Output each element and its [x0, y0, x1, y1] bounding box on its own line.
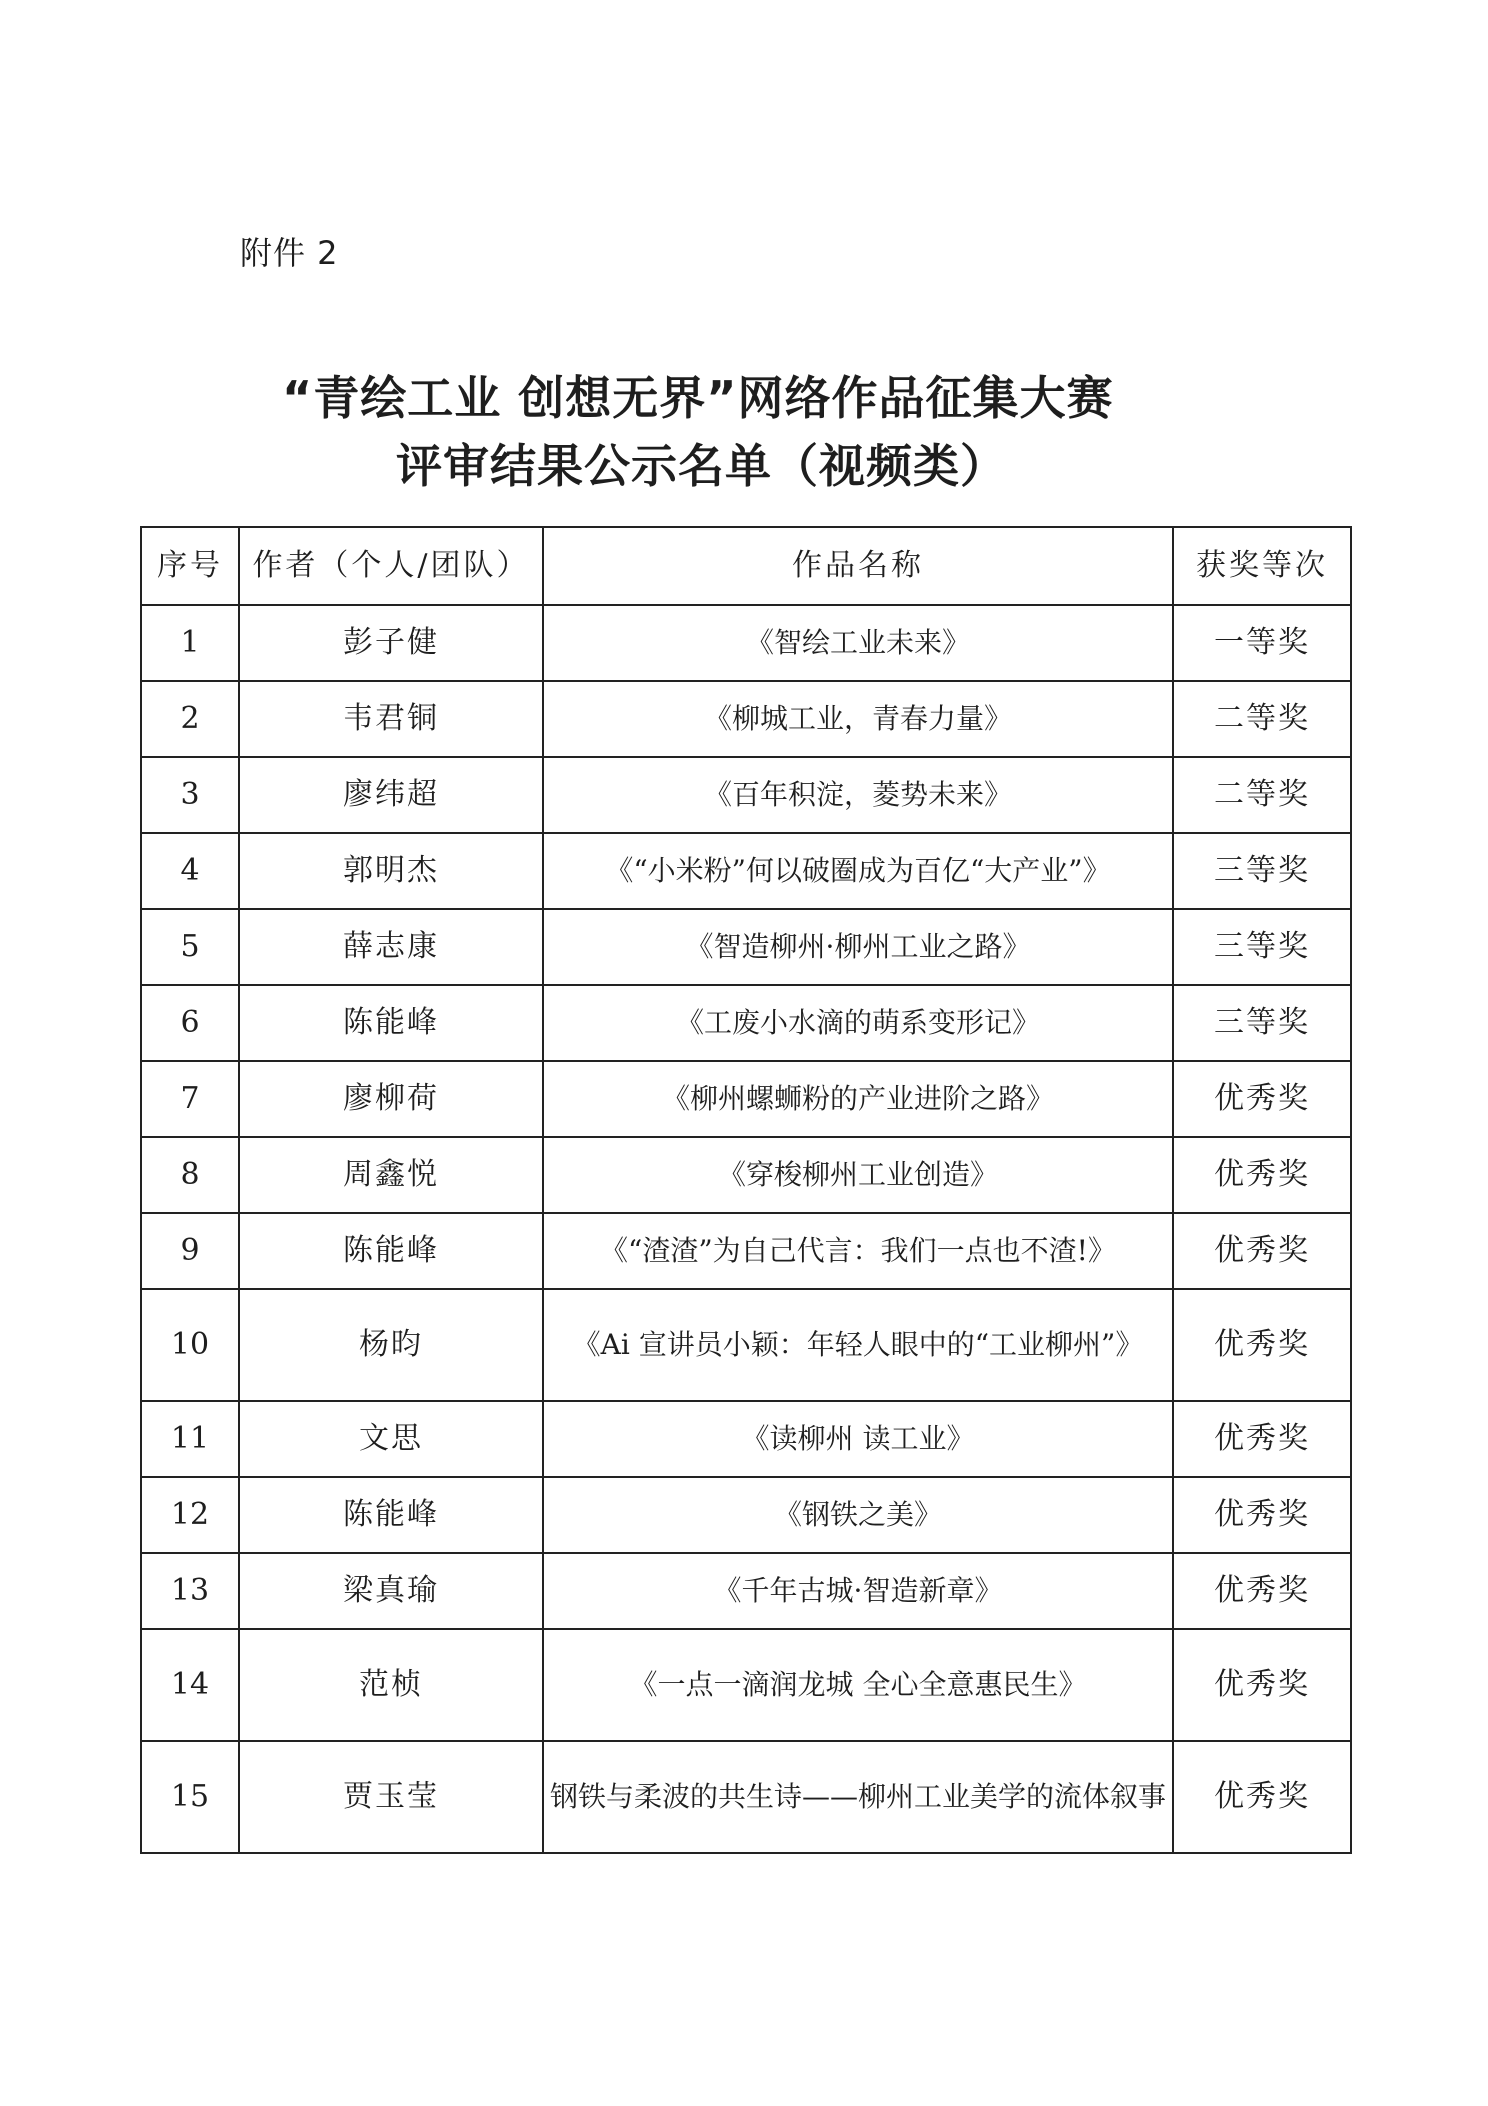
cell-seq: 3: [141, 757, 239, 833]
attachment-label: 附件 2: [240, 234, 339, 272]
cell-author: 廖柳荷: [239, 1061, 543, 1137]
table-row: [141, 681, 1351, 757]
table-row: [141, 1741, 1351, 1853]
cell-seq: 2: [141, 681, 239, 757]
table-row: [141, 833, 1351, 909]
cell-author: 范桢: [239, 1629, 543, 1741]
cell-author: 廖纬超: [239, 757, 543, 833]
cell-work: 《一点一滴润龙城 全心全意惠民生》: [543, 1629, 1173, 1741]
table-row: [141, 909, 1351, 985]
table-row: [141, 1137, 1351, 1213]
cell-award: 优秀奖: [1173, 1629, 1351, 1741]
table-row: [141, 985, 1351, 1061]
cell-author: 周鑫悦: [239, 1137, 543, 1213]
cell-work: 《工废小水滴的萌系变形记》: [543, 985, 1173, 1061]
cell-author: 杨昀: [239, 1289, 543, 1401]
cell-author: 贾玉莹: [239, 1741, 543, 1853]
cell-work: 《钢铁之美》: [543, 1477, 1173, 1553]
cell-award: 优秀奖: [1173, 1137, 1351, 1213]
cell-award: 优秀奖: [1173, 1401, 1351, 1477]
cell-work: 《智造柳州·柳州工业之路》: [543, 909, 1173, 985]
cell-work: 《读柳州 读工业》: [543, 1401, 1173, 1477]
cell-seq: 7: [141, 1061, 239, 1137]
cell-seq: 15: [141, 1741, 239, 1853]
document-title-line-1: “青绘工业 创想无界”网络作品征集大赛: [282, 371, 1114, 425]
table-header-row: [141, 527, 1351, 605]
cell-work: 《“渣渣”为自己代言：我们一点也不渣!》: [543, 1213, 1173, 1289]
table-row: [141, 1553, 1351, 1629]
cell-author: 韦君铜: [239, 681, 543, 757]
cell-work: 《柳城工业，青春力量》: [543, 681, 1173, 757]
cell-seq: 12: [141, 1477, 239, 1553]
cell-award: 优秀奖: [1173, 1061, 1351, 1137]
header-author: 作者（个人/团队）: [239, 527, 543, 605]
table-row: [141, 1629, 1351, 1741]
cell-work: 钢铁与柔波的共生诗——柳州工业美学的流体叙事: [543, 1741, 1173, 1853]
table-row: [141, 1061, 1351, 1137]
table-row: [141, 605, 1351, 681]
cell-work: 《穿梭柳州工业创造》: [543, 1137, 1173, 1213]
cell-author: 陈能峰: [239, 1213, 543, 1289]
cell-seq: 8: [141, 1137, 239, 1213]
cell-work: 《柳州螺蛳粉的产业进阶之路》: [543, 1061, 1173, 1137]
cell-work: 《“小米粉”何以破圈成为百亿“大产业”》: [543, 833, 1173, 909]
table-row: [141, 1477, 1351, 1553]
table-row: [141, 1213, 1351, 1289]
cell-work: 《智绘工业未来》: [543, 605, 1173, 681]
cell-seq: 6: [141, 985, 239, 1061]
results-table: [140, 526, 1352, 1854]
cell-author: 文思: [239, 1401, 543, 1477]
cell-author: 彭子健: [239, 605, 543, 681]
table-row: [141, 757, 1351, 833]
table-row: [141, 1401, 1351, 1477]
cell-award: 优秀奖: [1173, 1477, 1351, 1553]
cell-award: 一等奖: [1173, 605, 1351, 681]
cell-seq: 13: [141, 1553, 239, 1629]
header-work: 作品名称: [543, 527, 1173, 605]
cell-award: 三等奖: [1173, 833, 1351, 909]
cell-award: 二等奖: [1173, 681, 1351, 757]
header-seq: 序号: [141, 527, 239, 605]
cell-award: 三等奖: [1173, 909, 1351, 985]
cell-award: 优秀奖: [1173, 1213, 1351, 1289]
header-award: 获奖等次: [1173, 527, 1351, 605]
cell-award: 优秀奖: [1173, 1741, 1351, 1853]
cell-seq: 9: [141, 1213, 239, 1289]
cell-author: 郭明杰: [239, 833, 543, 909]
cell-seq: 14: [141, 1629, 239, 1741]
cell-seq: 10: [141, 1289, 239, 1401]
document-title-line-2: 评审结果公示名单（视频类）: [396, 439, 1007, 493]
cell-award: 优秀奖: [1173, 1289, 1351, 1401]
cell-seq: 4: [141, 833, 239, 909]
cell-work: 《Ai 宣讲员小颖：年轻人眼中的“工业柳州”》: [543, 1289, 1173, 1401]
cell-work: 《百年积淀，菱势未来》: [543, 757, 1173, 833]
cell-seq: 1: [141, 605, 239, 681]
cell-award: 优秀奖: [1173, 1553, 1351, 1629]
cell-author: 陈能峰: [239, 985, 543, 1061]
cell-award: 二等奖: [1173, 757, 1351, 833]
table-row: [141, 1289, 1351, 1401]
cell-award: 三等奖: [1173, 985, 1351, 1061]
cell-author: 薛志康: [239, 909, 543, 985]
cell-seq: 11: [141, 1401, 239, 1477]
cell-author: 梁真瑜: [239, 1553, 543, 1629]
cell-work: 《千年古城·智造新章》: [543, 1553, 1173, 1629]
cell-author: 陈能峰: [239, 1477, 543, 1553]
cell-seq: 5: [141, 909, 239, 985]
